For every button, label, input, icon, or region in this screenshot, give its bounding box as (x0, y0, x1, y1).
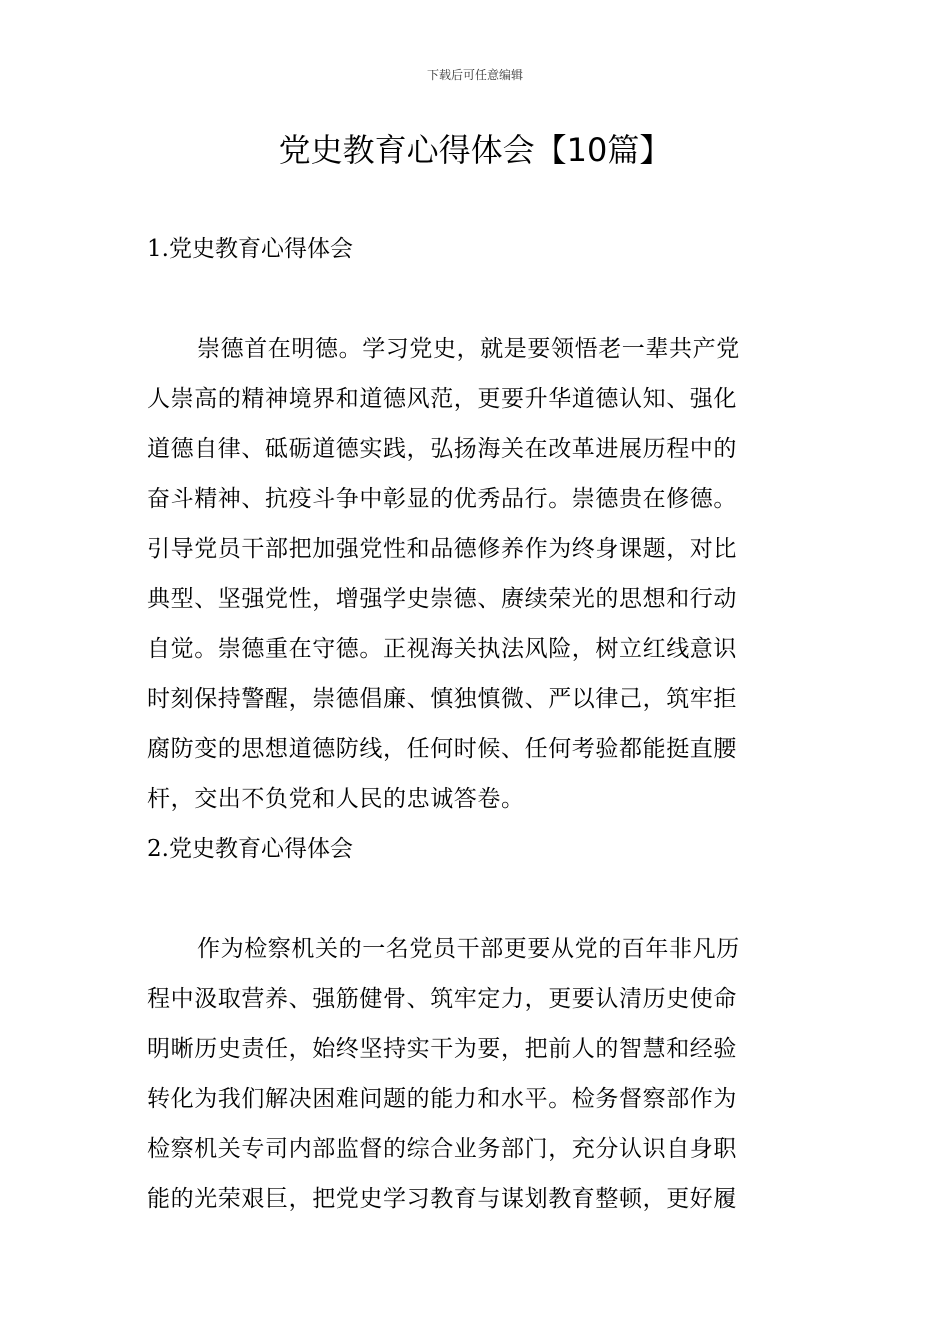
paragraph-line: 作为检察机关的一名党员干部更要从党的百年非凡历 (197, 936, 740, 962)
paragraph-line: 腐防变的思想道德防线，任何时候、任何考验都能挺直腰 (147, 736, 737, 762)
section-heading-2: 2.党史教育心得体会 (147, 836, 353, 862)
paragraph-line: 明晰历史责任，始终坚持实干为要，把前人的智慧和经验 (147, 1036, 737, 1062)
document-title: 党史教育心得体会【10篇】 (278, 131, 672, 169)
paragraph-line: 引导党员干部把加强党性和品德修养作为终身课题，对比 (147, 536, 737, 562)
paragraph-line: 转化为我们解决困难问题的能力和水平。检务督察部作为 (147, 1086, 737, 1112)
paragraph-line: 检察机关专司内部监督的综合业务部门，充分认识自身职 (147, 1136, 737, 1162)
paragraph-line: 能的光荣艰巨，把党史学习教育与谋划教育整顿，更好履 (147, 1186, 737, 1212)
paragraph-line: 人崇高的精神境界和道德风范，更要升华道德认知、强化 (147, 386, 737, 412)
paragraph-line: 杆，交出不负党和人民的忠诚答卷。 (147, 786, 525, 812)
paragraph-line: 典型、坚强党性，增强学史崇德、赓续荣光的思想和行动 (147, 586, 737, 612)
document-body (147, 224, 807, 1224)
paragraph-line: 崇德首在明德。学习党史，就是要领悟老一辈共产党 (197, 336, 740, 362)
blank-line (147, 874, 807, 924)
section-paragraph-2 (147, 924, 807, 1224)
paragraph-line: 程中汲取营养、强筋健骨、筑牢定力，更要认清历史使命 (147, 986, 737, 1012)
paragraph-line: 自觉。崇德重在守德。正视海关执法风险，树立红线意识 (147, 636, 737, 662)
blank-line (147, 274, 807, 324)
paragraph-line: 道德自律、砥砺道德实践，弘扬海关在改革进展历程中的 (147, 436, 737, 462)
paragraph-line: 时刻保持警醒，崇德倡廉、慎独慎微、严以律己，筑牢拒 (147, 686, 737, 712)
section-paragraph-1 (147, 324, 807, 824)
header-note: 下载后可任意编辑 (426, 68, 523, 82)
section-heading-1: 1.党史教育心得体会 (147, 236, 353, 262)
paragraph-line: 奋斗精神、抗疫斗争中彰显的优秀品行。崇德贵在修德。 (147, 486, 737, 512)
